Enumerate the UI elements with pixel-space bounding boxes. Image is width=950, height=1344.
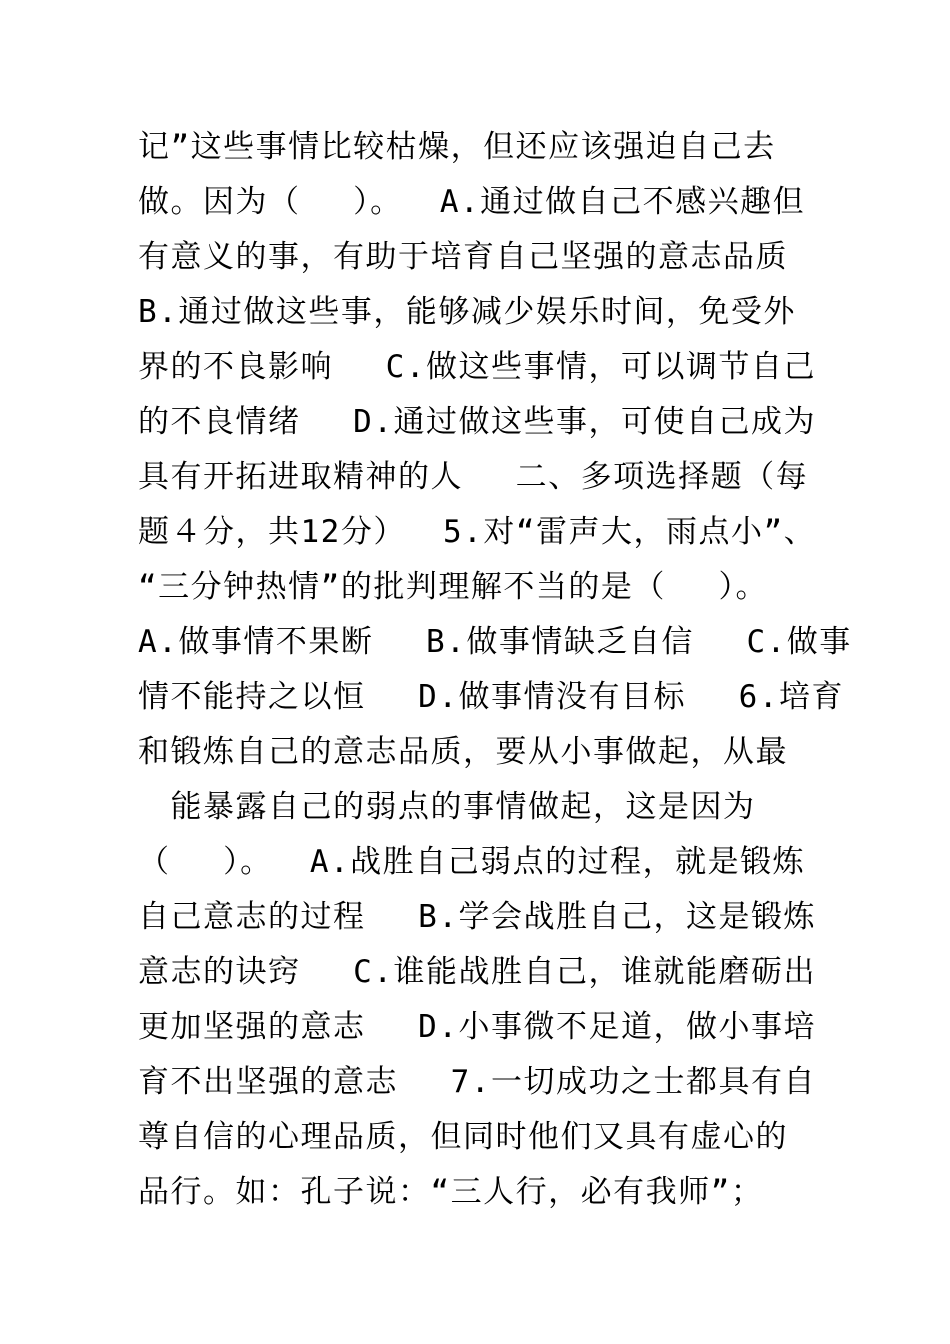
text-line-12: 和锻炼自己的意志品质，要从小事做起，从最 <box>138 734 788 770</box>
text-line-11: 情不能持之以恒 D.做事情没有目标 6.培育 <box>138 679 844 715</box>
text-line-6: 的不良情绪 D.通过做这些事，可使自己成为 <box>138 404 816 440</box>
text-line-3: 有意义的事，有助于培育自己坚强的意志品质 <box>138 239 788 275</box>
text-line-15: 自己意志的过程 B.学会战胜自己，这是锻炼 <box>138 899 816 935</box>
text-line-10: A.做事情不果断 B.做事情缺乏自信 C.做事 <box>138 624 852 660</box>
text-line-7: 具有开拓进取精神的人 二、多项选择题（每 <box>138 459 809 495</box>
text-line-13: 能暴露自己的弱点的事情做起，这是因为 <box>138 789 756 825</box>
text-line-18: 育不出坚强的意志 7.一切成功之士都具有自 <box>138 1064 816 1100</box>
text-line-14: （ ）。 A.战胜自己弱点的过程，就是锻炼 <box>138 844 806 880</box>
text-line-5: 界的不良影响 C.做这些事情，可以调节自己 <box>138 349 816 385</box>
text-line-1: 记”这些事情比较枯燥，但还应该强迫自己去 <box>138 129 776 165</box>
text-line-20: 品行。如：孔子说：“三人行，必有我师”； <box>138 1174 764 1210</box>
text-line-19: 尊自信的心理品质，但同时他们又具有虚心的 <box>138 1119 788 1155</box>
text-line-16: 意志的诀窍 C.谁能战胜自己，谁就能磨砺出 <box>138 954 816 990</box>
text-line-17: 更加坚强的意志 D.小事微不足道，做小事培 <box>138 1009 816 1045</box>
text-line-8: 题４分，共12分） 5.对“雷声大，雨点小”、 <box>138 514 817 550</box>
text-line-4: B.通过做这些事，能够减少娱乐时间，免受外 <box>138 294 796 330</box>
text-line-2: 做。因为（ ）。 A.通过做自己不感兴趣但 <box>138 184 806 220</box>
text-line-9: “三分钟热情”的批判理解不当的是（ ）。 <box>138 569 768 605</box>
